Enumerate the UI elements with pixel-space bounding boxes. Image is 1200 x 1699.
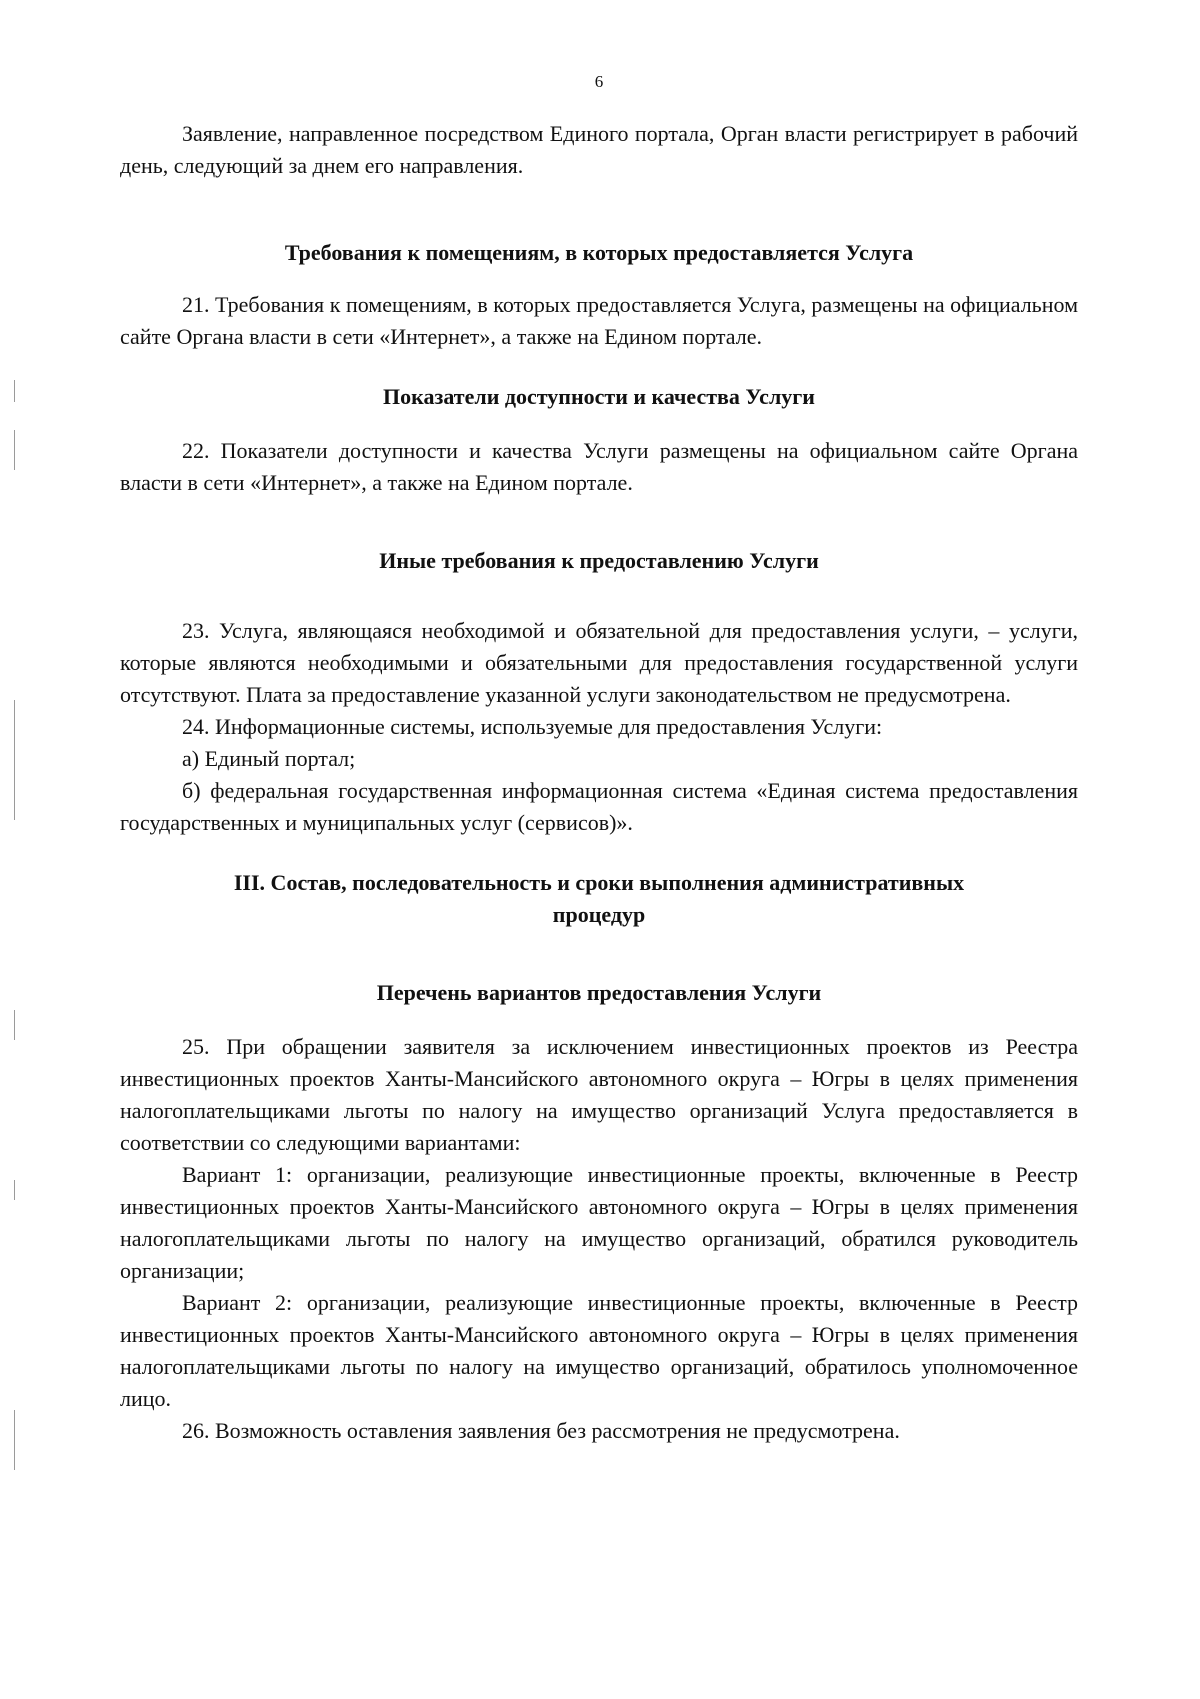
scan-artifact — [14, 430, 15, 470]
paragraph-variant-1: Вариант 1: организации, реализующие инвестиционные проекты, включенные в Реестр инвестиционных проектов Ханты-Мансийского автономного округа – Югры в целях применения налогоплательщиками льготы по налогу на имущество организаций, обратился руководитель организации; — [120, 1162, 1078, 1283]
paragraph-24: 24. Информационные системы, используемые для предоставления Услуги: — [182, 714, 883, 739]
paragraph-23: 23. Услуга, являющаяся необходимой и обязательной для предоставления услуги, – услуги, которые являются необходимыми и обязательными для предоставления государственной услуги отсутствуют. Плата за предоставление указанной услуги законодательством не предусмотрена. — [120, 618, 1078, 707]
scan-artifact — [14, 1010, 15, 1040]
list-item-24b: б) федеральная государственная информационная система «Единая система предоставления государственных и муниципальных услуг (сервисов)». — [120, 778, 1078, 835]
list-item-24a: а) Единый портал; — [182, 746, 356, 771]
paragraph-21: 21. Требования к помещениям, в которых предоставляется Услуга, размещены на официальном сайте Органа власти в сети «Интернет», а также на Едином портале. — [120, 292, 1078, 349]
scan-artifact — [14, 380, 15, 402]
document-page — [120, 0, 1078, 1699]
heading-section-3-line2: процедур — [552, 902, 646, 927]
heading-section-3-line1: III. Состав, последовательность и сроки выполнения административных — [233, 870, 965, 895]
document-body — [120, 118, 1078, 1447]
page-number: 6 — [594, 72, 604, 91]
heading-premises: Требования к помещениям, в которых предоставляется Услуга — [284, 240, 914, 265]
heading-indicators: Показатели доступности и качества Услуги — [383, 384, 815, 409]
scan-artifact — [14, 1410, 15, 1470]
paragraph-22: 22. Показатели доступности и качества Услуги размещены на официальном сайте Органа власти в сети «Интернет», а также на Едином портале. — [120, 438, 1078, 495]
paragraph-intro: Заявление, направленное посредством Единого портала, Орган власти регистрирует в рабочий день, следующий за днем его направления. — [120, 121, 1078, 178]
heading-section-3 — [120, 867, 1078, 931]
paragraph-26: 26. Возможность оставления заявления без рассмотрения не предусмотрена. — [182, 1418, 900, 1443]
paragraph-variant-2: Вариант 2: организации, реализующие инвестиционные проекты, включенные в Реестр инвестиционных проектов Ханты-Мансийского автономного округа – Югры в целях применения налогоплательщиками льготы по налогу на имущество организаций, обратилось уполномоченное лицо. — [120, 1290, 1078, 1411]
scan-artifact — [14, 1180, 15, 1200]
scan-artifact — [14, 700, 15, 820]
paragraph-25: 25. При обращении заявителя за исключением инвестиционных проектов из Реестра инвестиционных проектов Ханты-Мансийского автономного округа – Югры в целях применения налогоплательщиками льготы по налогу на имущество организаций Услуга предоставляется в соответствии со следующими вариантами: — [120, 1034, 1078, 1155]
heading-variants: Перечень вариантов предоставления Услуги — [376, 980, 822, 1005]
heading-other-requirements: Иные требования к предоставлению Услуги — [379, 548, 819, 573]
